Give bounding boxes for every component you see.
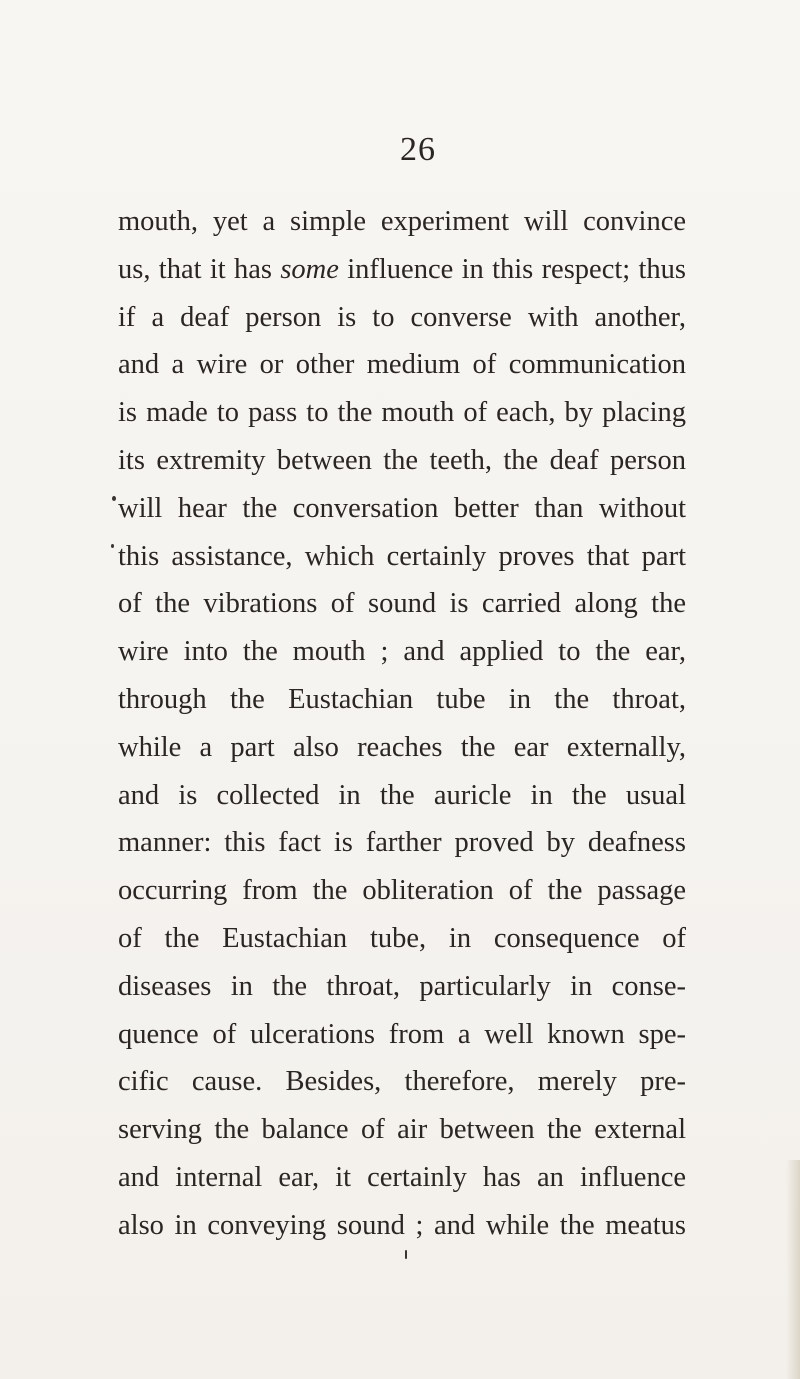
text-run: through the Eustachian tube in the throat,	[118, 683, 686, 715]
body-text	[118, 198, 686, 1250]
text-run: and is collected in the auricle in the usual	[118, 779, 686, 811]
text-line	[118, 437, 686, 485]
text-run: and a wire or other medium of communication	[118, 349, 686, 381]
text-run: will hear the conversation better than without	[118, 492, 686, 524]
text-run: serving the balance of air between the external	[118, 1114, 686, 1146]
text-run: its extremity between the teeth, the deaf person	[118, 444, 686, 476]
text-line	[118, 580, 686, 628]
text-line	[118, 1202, 686, 1250]
text-line	[118, 724, 686, 772]
ink-speck	[405, 1250, 407, 1259]
text-line	[118, 1011, 686, 1059]
text-run: of the vibrations of sound is carried along the	[118, 588, 686, 620]
text-line	[118, 341, 686, 389]
text-line	[118, 294, 686, 342]
text-line	[118, 198, 686, 246]
text-run: while a part also reaches the ear externally,	[118, 731, 686, 763]
text-line	[118, 915, 686, 963]
text-line	[118, 485, 686, 533]
text-line	[118, 1154, 686, 1202]
ink-speck	[112, 496, 116, 501]
text-run: quence of ulcerations from a well known spe-	[118, 1018, 686, 1050]
text-line	[118, 628, 686, 676]
text-run: is made to pass to the mouth of each, by placing	[118, 397, 686, 429]
text-line	[118, 867, 686, 915]
text-run: occurring from the obliteration of the passage	[118, 875, 686, 907]
text-run: cific cause. Besides, therefore, merely pre-	[118, 1066, 686, 1098]
text-run: wire into the mouth ; and applied to the ear,	[118, 636, 686, 668]
text-run: manner: this fact is farther proved by deafness	[118, 827, 686, 859]
text-run: and internal ear, it certainly has an influence	[118, 1161, 686, 1193]
text-run: influence in this respect; thus	[338, 253, 687, 285]
text-line	[118, 819, 686, 867]
text-run: mouth, yet a simple experiment will convince	[118, 206, 686, 237]
text-line	[118, 1106, 686, 1154]
text-line	[118, 533, 686, 581]
text-run: if a deaf person is to converse with another,	[118, 301, 686, 333]
text-line	[118, 676, 686, 724]
page-number: 26	[400, 131, 436, 168]
text-line	[118, 246, 686, 294]
text-run: also in conveying sound ; and while the meatus	[118, 1209, 686, 1241]
text-line	[118, 1058, 686, 1106]
text-run: this assistance, which certainly proves that part	[118, 540, 686, 572]
ink-speck	[111, 544, 114, 548]
page-edge-shadow	[786, 1160, 800, 1379]
text-line	[118, 772, 686, 820]
text-line	[118, 389, 686, 437]
italic-text: some	[280, 253, 339, 285]
text-run: of the Eustachian tube, in consequence of	[118, 922, 686, 954]
text-run: diseases in the throat, particularly in conse-	[118, 970, 686, 1002]
text-line	[118, 963, 686, 1011]
text-run: us, that it has	[118, 253, 281, 285]
